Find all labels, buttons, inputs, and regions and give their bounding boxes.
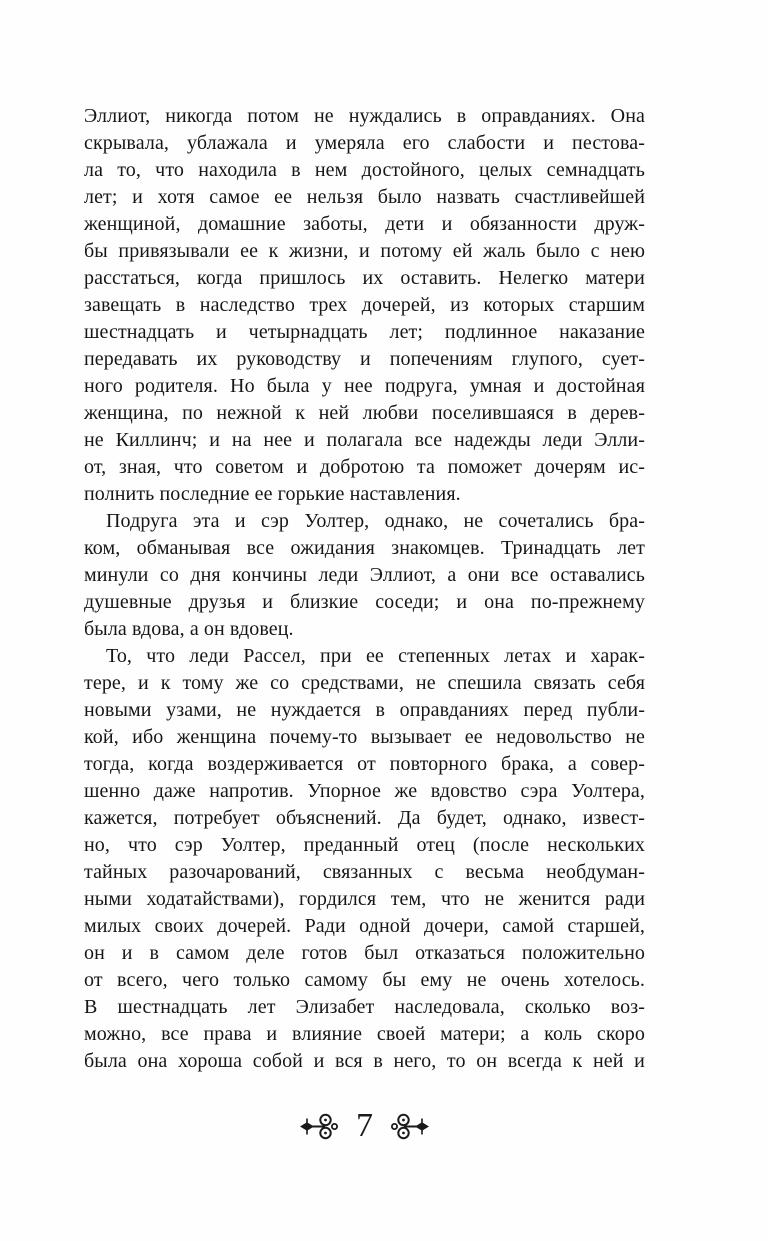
text-line: минули со дня кончины леди Эллиот, а они все оставались [84,564,645,586]
text-line: ком, обманывая все ожидания знакомцев. Тринадцать лет [84,537,645,559]
text-line: душевные друзья и близкие соседи; и она по-прежнему [84,591,645,613]
text-line: тайных разочарований, связанных с весьма необдуман- [84,861,645,883]
text-line: была она хороша собой и вся в него, то он всегда к ней и [84,1050,645,1072]
text-line: кажется, потребует объяснений. Да будет, однако, извест- [84,807,645,829]
text-line: ного родителя. Но была у нее подруга, умная и достойная [84,375,645,397]
page-text [84,103,645,1075]
text-line: новыми узами, не нуждается в оправданиях перед публи- [84,699,645,721]
text-line: скрывала, ублажала и умеряла его слабости и пестова- [84,132,645,154]
text-line: ными ходатайствами), гордился тем, что не женится ради [84,888,645,910]
text-line: от, зная, что советом и добротою та поможет дочерям ис- [84,456,645,478]
text-line: Подруга эта и сэр Уолтер, однако, не сочетались бра- [106,510,645,532]
page-footer [84,1104,645,1148]
text-line: завещать в наследство трех дочерей, из которых старшим [84,294,645,316]
text-line: от всего, чего только самому бы ему не очень хотелось. [84,969,645,991]
text-line: расстаться, когда пришлось их оставить. Нелегко матери [84,267,645,289]
text-line: тере, и к тому же со средствами, не спешила связать себя [84,672,645,694]
text-line: женщина, по нежной к ней любви поселившаяся в дерев- [84,402,645,424]
text-line: ла то, что находила в нем достойного, целых семнадцать [84,159,645,181]
text-line: В шестнадцать лет Элизабет наследовала, сколько воз- [84,996,645,1018]
text-line: можно, все права и влияние своей матери; а коль скоро [84,1023,645,1045]
text-line: не Киллинч; и на нее и полагала все надежды леди Элли- [84,429,645,451]
text-line: шенно даже напротив. Упорное же вдовство сэра Уолтера, [84,780,645,802]
text-line: То, что леди Рассел, при ее степенных летах и харак- [106,645,645,667]
text-line: он и в самом деле готов был отказаться положительно [84,942,645,964]
text-line: полнить последние ее горькие наставления. [84,483,461,505]
fleuron-left-icon [300,1111,340,1142]
text-line: передавать их руководству и попечениям глупого, сует- [84,348,645,370]
text-line: шестнадцать и четырнадцать лет; подлинное наказание [84,321,645,343]
text-line: милых своих дочерей. Ради одной дочери, самой старшей, [84,915,645,937]
text-line: женщиной, домашние заботы, дети и обязанности друж- [84,213,645,235]
text-line: тогда, когда воздерживается от повторного брака, а совер- [84,753,645,775]
text-line: лет; и хотя самое ее нельзя было назвать счастливейшей [84,186,645,208]
page-number: 7 [356,1107,373,1144]
text-line: но, что сэр Уолтер, преданный отец (после нескольких [84,834,645,856]
text-line: бы привязывали ее к жизни, и потому ей жаль было с нею [84,240,645,262]
text-line: кой, ибо женщина почему-то вызывает ее недовольство не [84,726,645,748]
fleuron-right-icon [389,1111,429,1142]
text-line: Эллиот, никогда потом не нуждались в оправданиях. Она [84,105,645,127]
text-line: была вдова, а он вдовец. [84,618,294,640]
